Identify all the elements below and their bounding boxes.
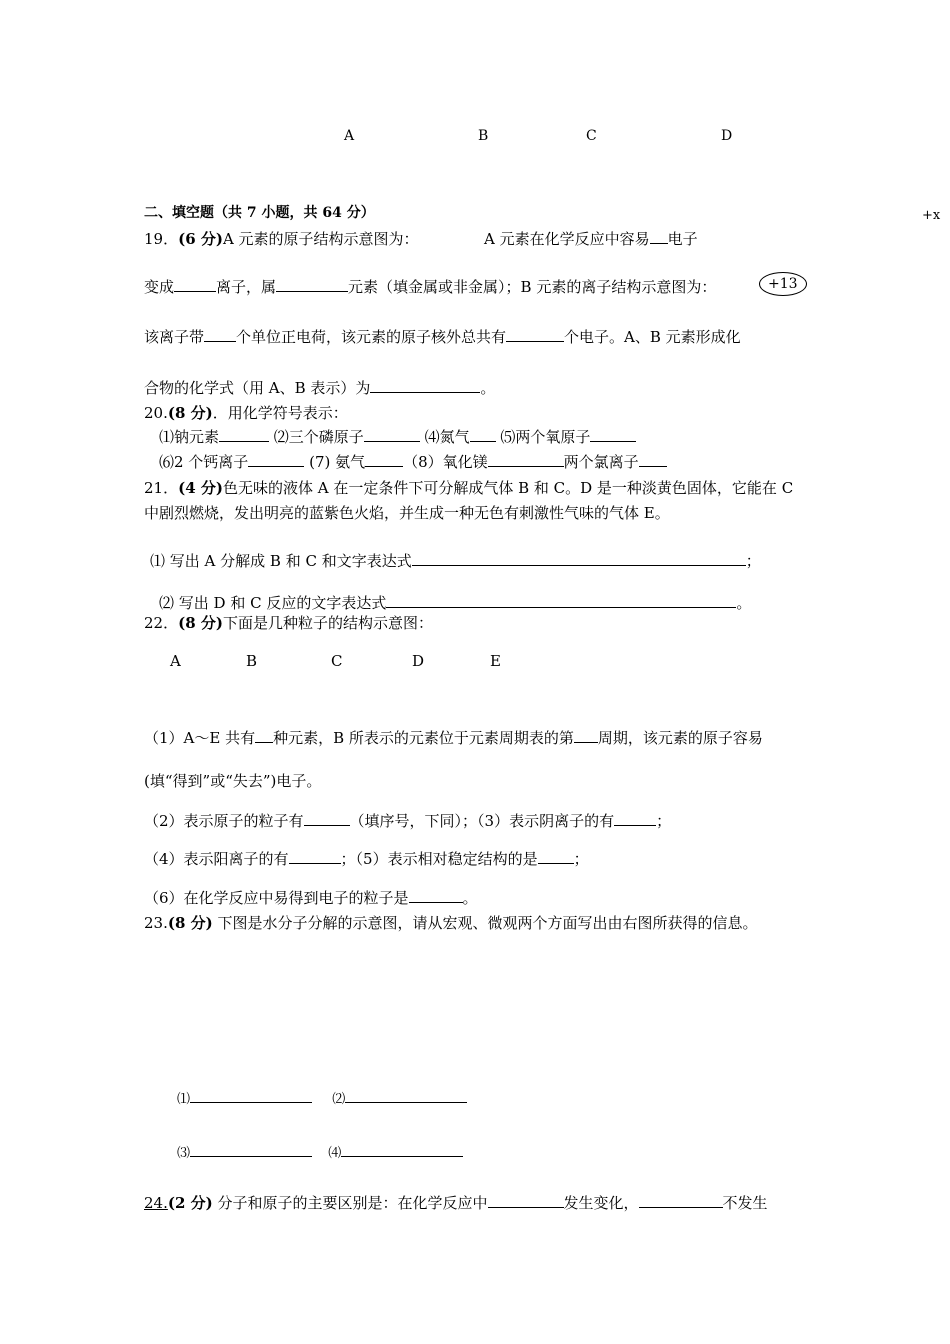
q20-item-5: ⑸两个氧原子 [500,428,591,446]
q22-text-3a: （2）表示原子的粒子有 [144,812,304,830]
q20-item-2: ⑵三个磷原子 [273,428,364,446]
q20-number: 20. [144,404,168,422]
q22-text-3b: （填序号，下同）；（3）表示阴离子的有 [349,812,615,830]
q19-text-f: 元素（填金属或非金属）；B 元素的离子结构示意图为： [348,278,717,296]
q23-row2 [177,1142,463,1161]
q23-item-4: ⑷ [328,1146,342,1161]
q21-part2-end: 。 [736,594,752,612]
q21-part2-text: ⑵ 写出 D 和 C 反应的文字表达式 [159,594,387,612]
q22-label-b: B [246,652,258,670]
q19-text-d: 变成 [144,278,175,296]
q22-text-1b: 种元素，B 所表示的元素位于元素周期表的第 [273,729,574,747]
q22-blank-2[interactable] [574,728,598,743]
q19-number: 19． [144,230,179,248]
q22-number: 22． [144,614,179,632]
q22-blank-3[interactable] [304,811,350,826]
q21-text-1: 色无味的液体 A 在一定条件下可分解成气体 B 和 C。D 是一种淡黄色固体，它能在 C [222,479,794,497]
option-label-b: B [478,128,489,144]
option-label-a: A [344,128,355,144]
q23-blank-1[interactable] [190,1088,312,1103]
q19-blank-1[interactable] [650,229,668,244]
q19-text-a: A 元素的原子结构示意图为： [222,230,419,248]
q21-blank-2[interactable] [386,593,736,608]
q22-text-2: (填“得到”或“失去”)电子。 [144,772,322,790]
q20-blank-5[interactable] [248,452,304,467]
q19-blank-2[interactable] [174,277,216,292]
q20-blank-3[interactable] [470,427,496,442]
q19-blank-5[interactable] [506,327,564,342]
q23-blank-4[interactable] [341,1142,463,1157]
nucleus-circle [759,272,807,296]
q20-item-6: ⑹2 个钙离子 [159,453,249,471]
q22-heading [144,612,433,633]
q20-intro: ．用化学符号表示： [212,404,348,422]
q23-blank-3[interactable] [190,1142,312,1157]
q19-line1-right [484,228,698,249]
q24-text-c: 不发生 [722,1194,768,1212]
q20-blank-8[interactable] [639,452,667,467]
q22-label-c: C [331,652,343,670]
q20-item-9: 两个氯离子 [563,453,639,471]
q22-blank-5[interactable] [289,849,341,864]
q22-blank-6[interactable] [538,849,574,864]
q20-item-7: (7) 氨气 [309,453,366,471]
q22-text-1a: （1）A～E 共有 [144,729,256,747]
q24-blank-1[interactable] [488,1193,564,1208]
nucleus-charge: +13 [759,272,807,296]
q22-line3 [144,810,671,831]
q22-text-1c: 周期，该元素的原子容易 [597,729,763,747]
q19-text-b: A 元素在化学反应中容易 [484,230,650,248]
q22-text-5a: （6）在化学反应中易得到电子的粒子是 [144,889,409,907]
q20-row1 [159,426,636,447]
q21-part1-end: ； [745,552,761,570]
q22-line5 [144,887,478,908]
q19-line2 [144,276,716,297]
q21-text-2: 中剧烈燃烧，发出明亮的蓝紫色火焰，并生成一种无色有刺激性气味的气体 E。 [144,504,670,522]
q19-line3 [144,326,741,347]
q21-line2 [144,502,670,523]
q20-heading [144,402,348,423]
q21-part1-text: ⑴ 写出 A 分解成 B 和 C 和文字表达式 [150,552,412,570]
q21-part2 [159,592,751,613]
q20-item-1: ⑴钠元素 [159,428,220,446]
q22-blank-4[interactable] [614,811,656,826]
option-label-d: D [721,128,733,144]
section-title: 二、填空题（共 7 小题，共 64 分） [144,205,375,221]
q20-score: (8 分) [167,404,213,422]
q22-label-d: D [412,652,425,670]
q22-text-4c: ； [573,850,589,868]
q23-item-2: ⑵ [332,1092,346,1107]
q23-row1 [177,1088,467,1107]
q21-score: (4 分) [178,479,223,497]
q19-text-g: 该离子带 [144,328,205,346]
q19-text-c: 电子 [667,230,698,248]
option-label-c: C [586,128,597,144]
q23-intro: 下图是水分子分解的示意图，请从宏观、微观两个方面写出由右图所获得的信息。 [212,914,758,932]
q19-text-j: 合物的化学式（用 A、B 表示）为 [144,379,371,397]
q24-number: 24. [144,1194,168,1212]
q22-text-4a: （4）表示阳离子的有 [144,850,289,868]
q22-text-4b: ；（5）表示相对稳定结构的是 [340,850,538,868]
q20-item-8: （8）氧化镁 [403,453,488,471]
q22-line2 [144,770,321,791]
q23-item-1: ⑴ [177,1092,191,1107]
q22-text-5b: 。 [462,889,478,907]
q21-part1 [150,550,761,571]
q19-text-i: 个电子。A、B 元素形成化 [564,328,741,346]
q24-blank-2[interactable] [639,1193,723,1208]
q21-line1 [144,477,793,498]
q22-line4 [144,848,589,869]
q22-score: (8 分) [178,614,223,632]
q19-line4 [144,377,495,398]
q20-item-4: ⑷氮气 [424,428,470,446]
q22-label-a: A [170,652,181,670]
q20-blank-4[interactable] [590,427,636,442]
q23-heading [144,912,758,933]
q24-text-a: 分子和原子的主要区别是：在化学反应中 [212,1194,488,1212]
q22-intro: 下面是几种粒子的结构示意图： [222,614,433,632]
q21-blank-1[interactable] [412,551,746,566]
q24-score: (2 分) [167,1194,213,1212]
q22-blank-1[interactable] [255,728,273,743]
q19-score: (6 分) [178,230,223,248]
q21-number: 21． [144,479,179,497]
q24-line [144,1192,768,1213]
q23-blank-2[interactable] [345,1088,467,1103]
q19-line1 [144,228,419,249]
q22-blank-7[interactable] [409,888,463,903]
q24-text-b: 发生变化， [563,1194,639,1212]
q19-text-h: 个单位正电荷，该元素的原子核外总共有 [236,328,507,346]
q22-text-3c: ； [656,812,672,830]
q19-text-e: 离子，属 [216,278,277,296]
corner-mark: +x [922,208,941,223]
q19-blank-3[interactable] [276,277,348,292]
q20-row2 [159,451,667,472]
q20-blank-2[interactable] [364,427,420,442]
q22-label-e: E [490,652,501,670]
q19-text-k: 。 [480,379,496,397]
q22-line1 [144,727,763,748]
q20-blank-7[interactable] [488,452,564,467]
q23-score: (8 分) [167,914,213,932]
q19-blank-4[interactable] [204,327,236,342]
q19-blank-6[interactable] [370,378,480,393]
q20-blank-1[interactable] [219,427,269,442]
q20-blank-6[interactable] [365,452,403,467]
q23-number: 23. [144,914,168,932]
q23-item-3: ⑶ [177,1146,191,1161]
